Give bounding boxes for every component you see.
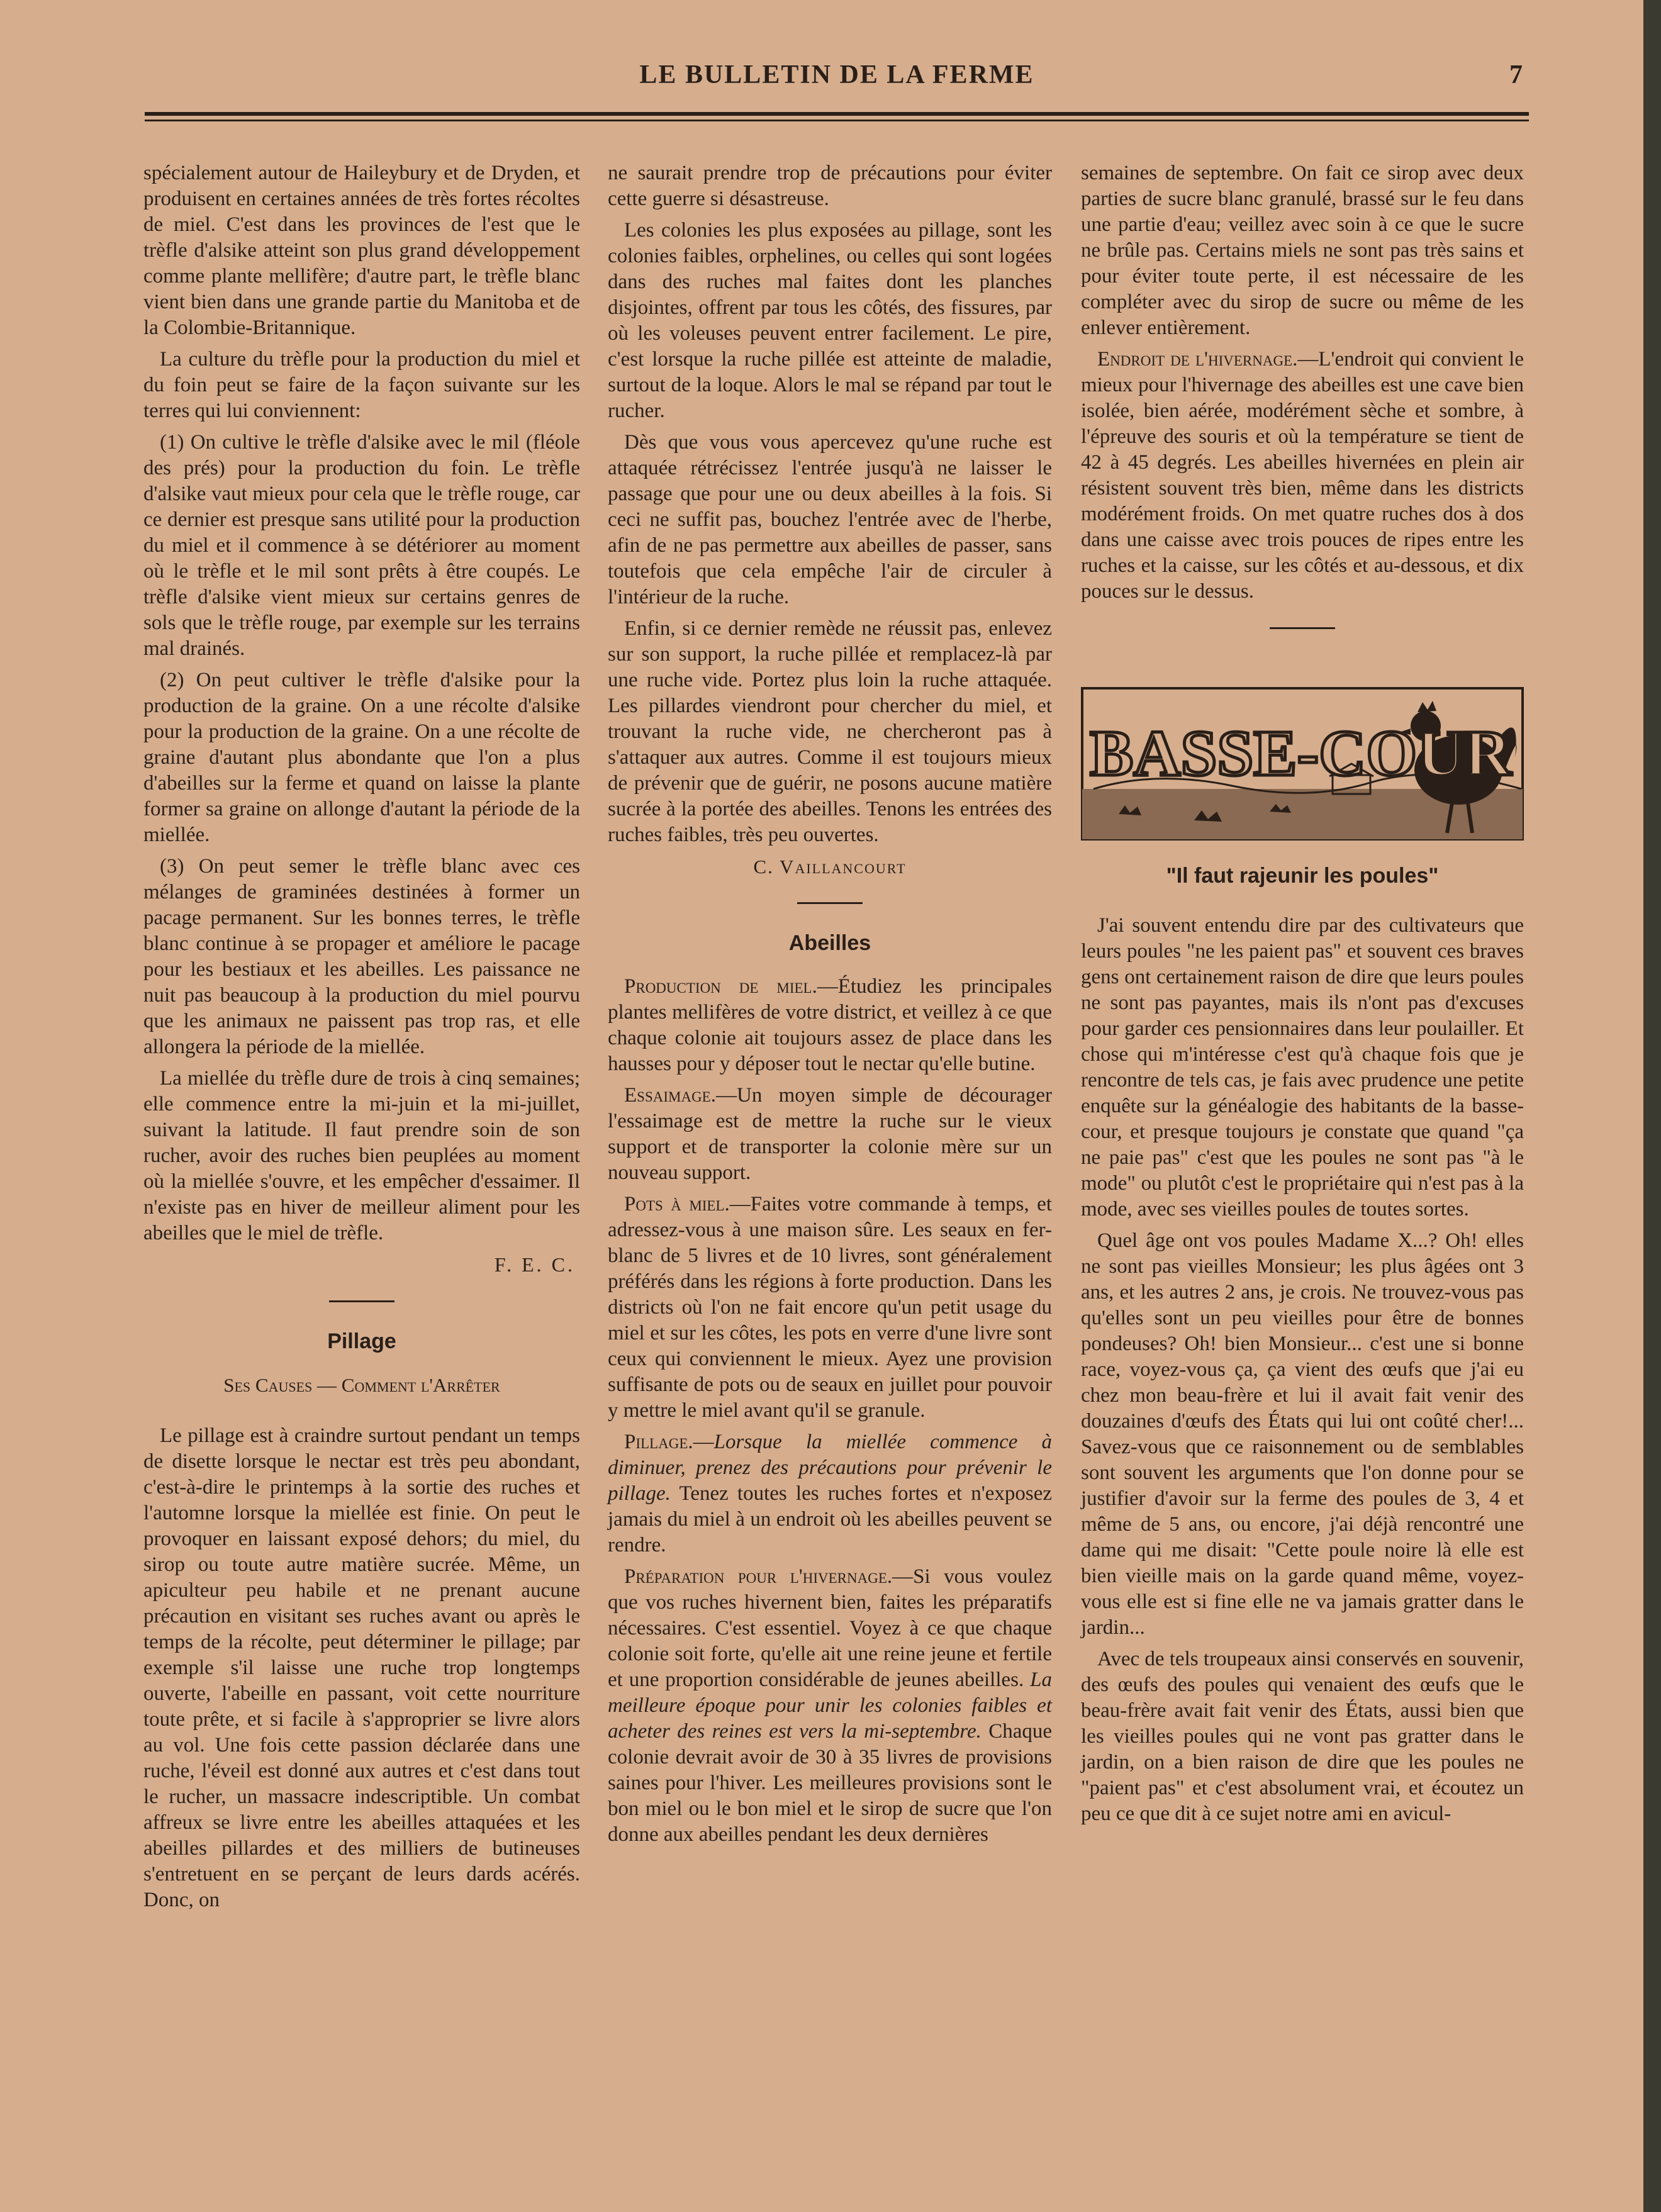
item-text: Faites votre commande à temps, et adressez-vous à une maison sûre. Les seaux en fer-blanc de 5 livres et de 10 livres, sont généralement préférés dans les régions à forte production. Dans les districts où l'on ne fait encore qu'un petit usage du miel et sur les côtes, les pots en verre d'une livre sont ceux qui conviennent le mieux. Ayez une provision suffisante de pots ou de seaux en juillet pour pouvoir y mettre le miel avant qu'il se granule. [608, 1193, 1052, 1422]
basse-cour-illustration [1081, 663, 1524, 846]
section-title-pillage: Pillage [327, 1329, 396, 1353]
item-text: Si vous voulez que vos ruches hivernent bien, faites les préparatifs nécessaires. C'est essentiel. Voyez à ce que chaque colonie soit forte, qu'elle ait une reine jeune et fertile et une proportion considérable de jeunes abeilles. [608, 1565, 1052, 1691]
paragraph: spécialement autour de Haileybury et de Dryden, et produisent en certaines années de très fortes récoltes de miel. C'est dans les provinces de l'est que le trèfle d'alsike atteint son plus grand développement comme plante mellifère; d'autre part, le trèfle blanc vient bien dans une grande partie du Manitoba et de la Colombie-Britannique. [143, 162, 580, 339]
item-lead: Endroit de l'hivernage.— [1097, 348, 1319, 371]
paragraph: Enfin, si ce dernier remède ne réussit pas, enlevez sur son support, la ruche pillée et remplacez-là par une ruche vide. Portez plus loin la ruche attaquée. Les pillardes viendront pour chercher du miel, et trouvant la ruche vide, ne chercheront pas à s'attaquer aux autres. Comme il est toujours mieux de prévenir que de guérir, ne posons aucune matière sucrée à la portée des abeilles. Tenons les entrées des ruches faibles, très peu ouvertes. [608, 617, 1052, 846]
paragraph: Quel âge ont vos poules Madame X...? Oh! elles ne sont pas vieilles Monsieur; les plus âgées ont 3 ans, et les autres 2 ans, je crois. Ne trouvez-vous pas qu'elles sont un peu vieilles pour être de bonnes pondeuses? Oh! bien Monsieur... c'est une si bonne race, voyez-vous ça, ça vient des œufs que j'ai eu chez mon beau-frère et lui il avait fait venir des douzaines d'œufs des États qui lui ont coûté cher!... Savez-vous que ce raisonnement ou de semblables sont souvent les arguments que l'on donne pour se justifier d'avoir sur la ferme des poules de 3, 4 et même de 5 ans, ou encore, j'ai déjà rencontré une dame qui me disait: "Cette poule noire là elle est bien vieille mais on la garde quand même, voyez-vous elle est si fine elle ne va jamais gratter dans le jardin... [1081, 1229, 1524, 1639]
item-lead: Essaimage.— [624, 1084, 737, 1107]
item-text: L'endroit qui convient le mieux pour l'hivernage des abeilles est une cave bien isolée, bien aérée, modérément sèche et sombre, à l'épreuve des souris et où la température se tient de 42 à 45 degrés. Les abeilles hivernées en plein air résistent souvent très bien, même dans les districts modérément froids. On met quatre ruches dos à dos dans une caisse avec trois pouces de ripes entre les ruches et la caisse, sur les côtés et au-dessous, et dix pouces sur le dessus. [1081, 348, 1524, 603]
paragraph [1081, 347, 1524, 605]
item-text: Étudiez les principales plantes mellifères de votre district, et veillez à ce que chaque colonie ait toujours assez de place dans les hausses pour y déposer tout le nectar qu'elle butine. [608, 975, 1052, 1075]
section-divider [1270, 627, 1335, 629]
item-lead: Pots à miel.— [624, 1193, 751, 1215]
paragraph [608, 1192, 1052, 1424]
publication-title: LE BULLETIN DE LA FERME [639, 60, 1034, 89]
paragraph [608, 1429, 1052, 1558]
article-title-poules: "Il faut rajeunir les poules" [1166, 864, 1439, 888]
paragraph [608, 974, 1052, 1077]
item-italic: Lorsque la miellée commence à diminuer, prenez des précautions pour prévenir le pillage. [608, 1431, 1052, 1505]
paragraph [608, 1564, 1052, 1848]
signature: F. E. C. [494, 1253, 575, 1276]
paragraph: Les colonies les plus exposées au pillage, sont les colonies faibles, orphelines, ou celles qui sont logées dans des ruches mal faites dont les planches disjointes, offrent par tous les côtés, des fissures, par où les voleuses peuvent entrer facilement. Le pire, c'est lorsque la ruche pillée est atteinte de maladie, surtout de la loque. Alors le mal se répand par tout le rucher. [608, 219, 1052, 422]
column-3 [1081, 160, 1524, 1833]
page-number: 7 [1509, 60, 1523, 89]
item-italic: La meilleure époque pour unir les colonies faibles et acheter des reines est vers la mi-septembre. [608, 1668, 1052, 1743]
paragraph: (2) On peut cultiver le trèfle d'alsike pour la production de la graine. On a une récolte d'alsike pour la production de la graine. On a une récolte de graine d'autant plus abondante que l'on a plus d'abeilles sur la ferme et quand on laisse la plante former sa graine on allonge d'autant la période de la miellée. [143, 669, 580, 846]
paragraph: (3) On peut semer le trèfle blanc avec ces mélanges de graminées destinées à former un pacage permanent. Sur les bonnes terres, le trèfle blanc continue à se propager et améliore le pacage pour les bestiaux et les abeilles. Les paissance ne nuit pas beaucoup à la production du miel pourvu que les animaux ne paissent pas trop ras, et elle allongera la période de la miellée. [143, 855, 580, 1058]
paragraph: J'ai souvent entendu dire par des cultivateurs que leurs poules "ne les paient pas" et souvent ces braves gens ont certainement raison de dire que leurs poules ne sont pas payantes, mais ils n'ont pas d'excuses pour garder ces pensionnaires dans leur poulailler. Et chose qui m'intéresse c'est qu'à chaque fois que je rencontre de tels cas, je fais avec prudence une petite enquête sur la généalogie des habitants de la basse-cour, et presque toujours je constate que quand "ça ne paie pas" c'est que les poules ne sont pas "à le mode" ou plutôt c'est le propriétaire qui n'est pas à la mode, avec ses vieilles poules de toutes sortes. [1081, 914, 1524, 1221]
paragraph: Dès que vous vous apercevez qu'une ruche est attaquée rétrécissez l'entrée jusqu'à ne laisser le passage que pour une ou deux abeilles à la fois. Si ceci ne suffit pas, bouchez l'entrée avec de l'herbe, afin de ne pas permettre aux abeilles de passer, sans toutefois que cela empêche l'air de circuler à l'intérieur de la ruche. [608, 431, 1052, 608]
item-lead: Pillage.— [624, 1431, 714, 1453]
section-divider [797, 902, 863, 904]
column-2 [608, 160, 1052, 1853]
item-lead: Préparation pour l'hivernage.— [624, 1565, 914, 1588]
paragraph: La miellée du trèfle dure de trois à cinq semaines; elle commence entre la mi-juin et la mi-juillet, suivant la latitude. Il faut prendre soin de son rucher, avoir des ruches bien peuplées au moment où la miellée s'ouvre, et les empêcher d'essaimer. Il n'existe pas en hiver de meilleur aliment pour les abeilles que le miel de trèfle. [143, 1067, 580, 1244]
section-divider [329, 1300, 394, 1302]
paragraph: Avec de tels troupeaux ainsi conservés en souvenir, des œufs des poules qui venaient des œufs que le beau-frère avait fait venir des États, aussi bien que les vieilles poules qui ne vont pas gratter dans le jardin, on a bien raison de dire que les poules ne "paient pas" et c'est absolument vrai, et écoutez un peu ce que dit à ce sujet notre ami en avicul- [1081, 1648, 1524, 1825]
paragraph: (1) On cultive le trèfle d'alsike avec le mil (fléole des prés) pour la production du foin. Le trèfle d'alsike vaut mieux pour cela que le trèfle rouge, car ce dernier est presque sans utilité pour la production du miel et il commence à se détériorer au moment où le trèfle et le mil sont prêts à être coupés. Le trèfle d'alsike vient mieux sur certains genres de sols que le trèfle rouge, par exemple sur les terrains mal drainés. [143, 431, 580, 660]
header-rule-thin [145, 120, 1529, 121]
paragraph: ne saurait prendre trop de précautions pour éviter cette guerre si désastreuse. [608, 162, 1052, 210]
banner-title: BASSE-COUR [1090, 717, 1512, 790]
paragraph: semaines de septembre. On fait ce sirop avec deux parties de sucre blanc granulé, brassé sur le feu dans une partie d'eau; veillez avec soin à ce que le sucre ne brûle pas. Certains miels ne sont pas très sains et pour éviter toute perte, il est nécessaire de les compléter avec du sirop de sucre ou même de les enlever entièrement. [1081, 162, 1524, 339]
item-text: Tenez toutes les ruches fortes et n'exposez jamais du miel à un endroit où les abeilles peuvent se rendre. [608, 1482, 1052, 1556]
paragraph [608, 1083, 1052, 1186]
signature: C. Vaillancourt [753, 856, 907, 878]
item-text: Chaque colonie devrait avoir de 30 à 35 livres de provisions saines pour l'hiver. Les meilleures provisions sont le bon miel ou le bon miel et le sirop de sucre que l'on donne aux abeilles pendant les deux dernières [608, 1720, 1052, 1846]
header-rule [145, 112, 1529, 116]
basse-cour-banner [1081, 663, 1524, 846]
section-subtitle: Ses Causes — Comment l'Arrêter [223, 1374, 500, 1396]
paragraph: Le pillage est à craindre surtout pendant un temps de disette lorsque le nectar est très peu abondant, c'est-à-dire le printemps à la sortie des ruches et l'automne lorsque la miellée est finie. On peut le provoquer en laissant exposé dehors; du miel, du sirop ou toute autre matière sucrée. Même, un apiculteur peu habile et ne prenant aucune précaution en visitant ses ruches avant ou après le temps de la récolte, peut déterminer le pillage; par exemple s'il laisse une ruche trop longtemps ouverte, l'abeille en passant, voit cette nourriture toute prête, et si facile à s'approprier se livre alors au vol. Une fois cette passion déclarée dans une ruche, l'éveil est donné aux autres et c'est dans tout le rucher, un massacre indescriptible. Un combat affreux se livre entre les abeilles attaquées et les abeilles pillardes et des milliers de butineuses s'entretuent en se perçant de leurs dards acérés. Donc, on [143, 1424, 580, 1911]
item-lead: Production de miel.— [624, 975, 838, 998]
section-title-abeilles: Abeilles [788, 931, 871, 955]
page-edge [1643, 0, 1661, 2212]
paragraph: La culture du trèfle pour la production du miel et du foin peut se faire de la façon suivante sur les terres qui lui conviennent: [143, 348, 580, 422]
item-text: Un moyen simple de décourager l'essaimage est de mettre la ruche sur le vieux support et de transporter la colonie mère sur un nouveau support. [608, 1084, 1052, 1184]
column-1 [143, 160, 580, 1919]
page-header [145, 60, 1529, 104]
